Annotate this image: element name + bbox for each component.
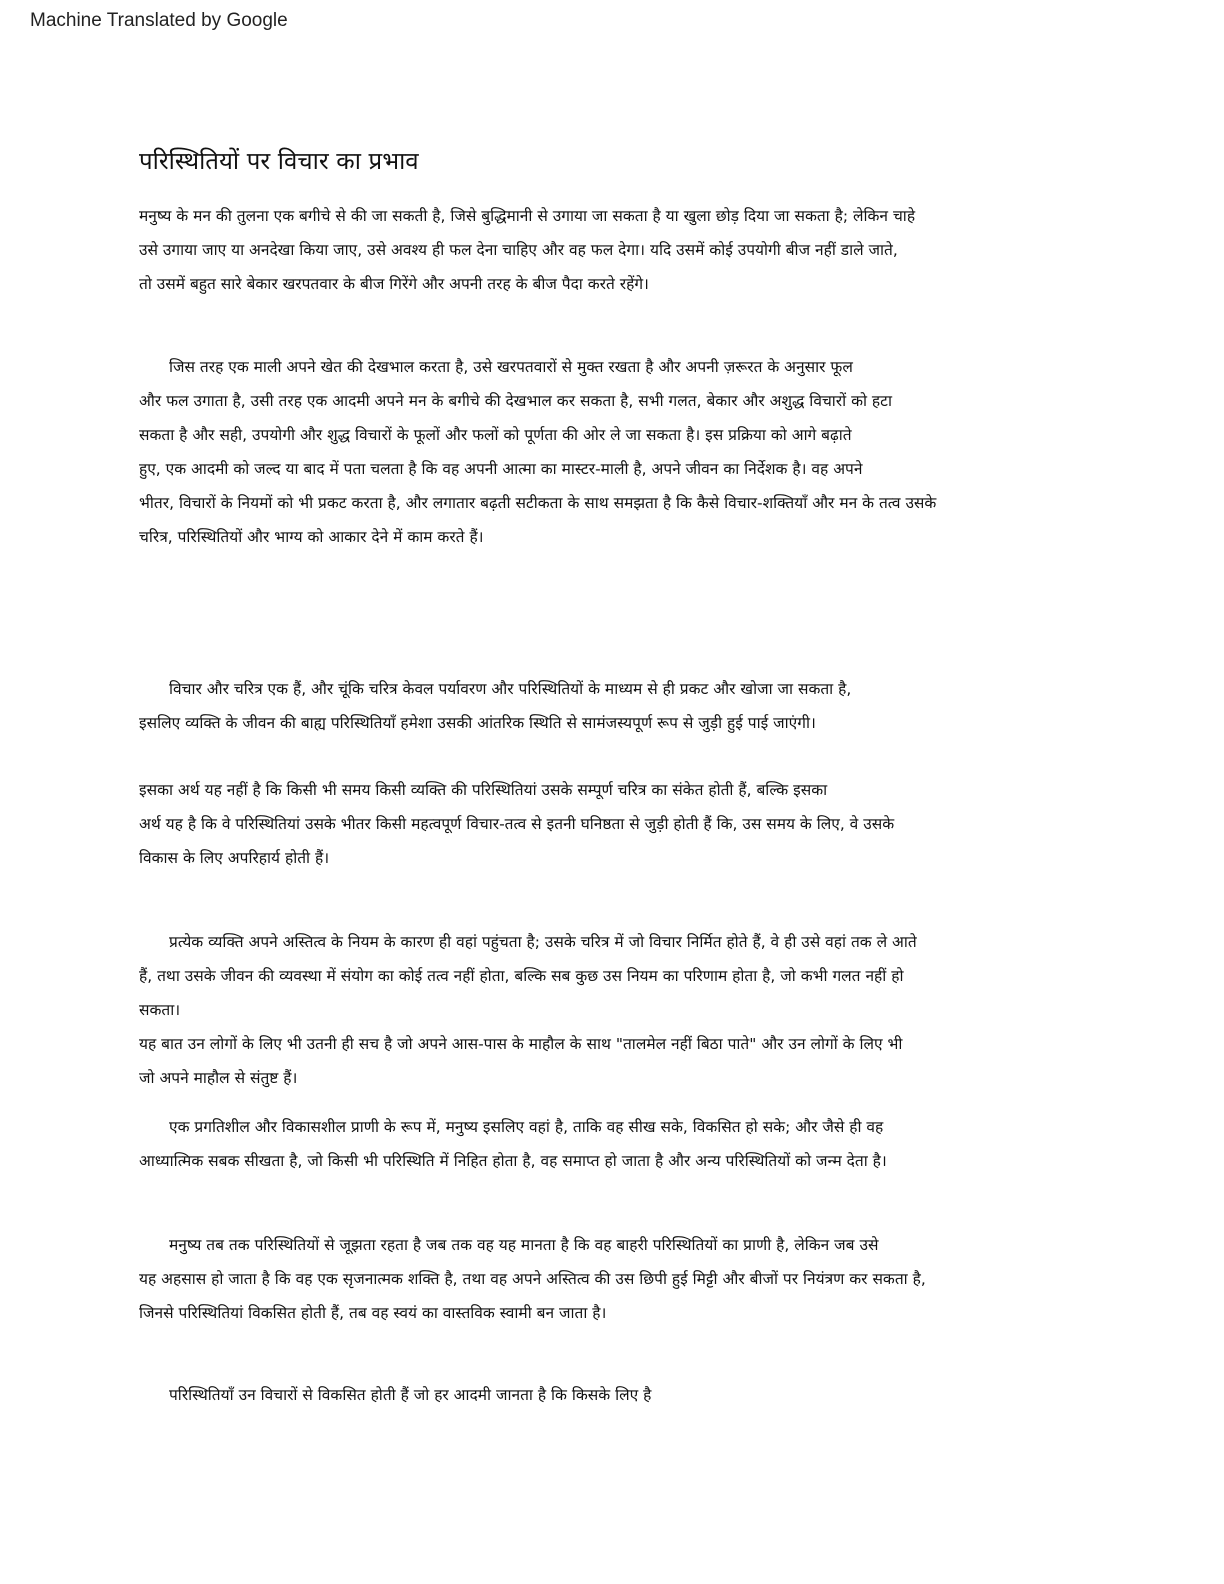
paragraph-line: परिस्थितियाँ उन विचारों से विकसित होती हैं जो हर आदमी जानता है कि किसके लिए है	[169, 1386, 652, 1404]
paragraph-mind-garden	[139, 199, 915, 301]
paragraph-line: इसलिए व्यक्ति के जीवन की बाह्य परिस्थितियाँ हमेशा उसकी आंतरिक स्थिति से सामंजस्यपूर्ण रूप से जुड़ी हुई पाई जाएंगी।	[139, 714, 816, 732]
paragraph-line: एक प्रगतिशील और विकासशील प्राणी के रूप में, मनुष्य इसलिए वहां है, ताकि वह सीख सके, विकसित हो सके; और जैसे ही वह	[169, 1118, 884, 1136]
paragraph-line: इसका अर्थ यह नहीं है कि किसी भी समय किसी व्यक्ति की परिस्थितियां उसके सम्पूर्ण चरित्र का संकेत होती हैं, बल्कि इसका	[139, 781, 828, 799]
paragraph-line: मनुष्य तब तक परिस्थितियों से जूझता रहता है जब तक वह यह मानता है कि वह बाहरी परिस्थितियों का प्राणी है, लेकिन जब उसे	[169, 1236, 879, 1254]
paragraph-creative-power	[139, 1228, 926, 1330]
paragraph-law-of-being	[139, 925, 917, 1095]
paragraph-line: भीतर, विचारों के नियमों को भी प्रकट करता है, और लगातार बढ़ती सटीकता के साथ समझता है कि कैसे विचार-शक्तियाँ और मन के तत्व उसके	[139, 494, 937, 512]
paragraph-circumstances-meaning	[139, 773, 894, 875]
paragraph-gardener	[139, 350, 936, 554]
paragraph-line: अर्थ यह है कि वे परिस्थितियां उसके भीतर किसी महत्वपूर्ण विचार-तत्व से इतनी घनिष्ठता से जुड़ी होती हैं कि, उस समय के लिए, वे उसके	[139, 815, 895, 833]
paragraph-progressive-being	[139, 1110, 887, 1178]
paragraph-line: यह बात उन लोगों के लिए भी उतनी ही सच है जो अपने आस-पास के माहौल के साथ "तालमेल नहीं बिठा पाते" और उन लोगों के लिए भी	[139, 1035, 903, 1053]
paragraph-line: सकता है और सही, उपयोगी और शुद्ध विचारों के फूलों और फलों को पूर्णता की ओर ले जा सकता है। इस प्रक्रिया को आगे बढ़ाते	[139, 426, 852, 444]
paragraph-line: आध्यात्मिक सबक सीखता है, जो किसी भी परिस्थिति में निहित होता है, वह समाप्त हो जाता है और अन्य परिस्थितियों को जन्म देता है।	[139, 1152, 887, 1170]
paragraph-line: सकता।	[139, 1001, 181, 1019]
paragraph-line: मनुष्य के मन की तुलना एक बगीचे से की जा सकती है, जिसे बुद्धिमानी से उगाया जा सकता है या खुला छोड़ दिया जा सकता है; लेकिन चाहे	[139, 207, 916, 225]
paragraph-line: चरित्र, परिस्थितियों और भाग्य को आकार देने में काम करते हैं।	[139, 528, 484, 546]
paragraph-line: उसे उगाया जाए या अनदेखा किया जाए, उसे अवश्य ही फल देना चाहिए और वह फल देगा। यदि उसमें कोई उपयोगी बीज नहीं डाले जाते,	[139, 241, 898, 259]
paragraph-line: यह अहसास हो जाता है कि वह एक सृजनात्मक शक्ति है, तथा वह अपने अस्तित्व की उस छिपी हुई मिट्टी और बीजों पर नियंत्रण कर सकता है,	[139, 1270, 926, 1288]
paragraph-line: हैं, तथा उसके जीवन की व्यवस्था में संयोग का कोई तत्व नहीं होता, बल्कि सब कुछ उस नियम का परिणाम होता है, जो कभी गलत नहीं हो	[139, 967, 904, 985]
paragraph-line: जो अपने माहौल से संतुष्ट हैं।	[139, 1069, 298, 1087]
paragraph-line: हुए, एक आदमी को जल्द या बाद में पता चलता है कि वह अपनी आत्मा का मास्टर-माली है, अपने जीवन का निर्देशक है। वह अपने	[139, 460, 863, 478]
paragraph-line: तो उसमें बहुत सारे बेकार खरपतवार के बीज गिरेंगे और अपनी तरह के बीज पैदा करते रहेंगे।	[139, 275, 649, 293]
machine-translation-watermark: Machine Translated by Google	[30, 10, 288, 31]
paragraph-line: विकास के लिए अपरिहार्य होती हैं।	[139, 849, 330, 867]
paragraph-line: और फल उगाता है, उसी तरह एक आदमी अपने मन के बगीचे की देखभाल कर सकता है, सभी गलत, बेकार और अशुद्ध विचारों को हटा	[139, 392, 892, 410]
paragraph-line: जिस तरह एक माली अपने खेत की देखभाल करता है, उसे खरपतवारों से मुक्त रखता है और अपनी ज़रूरत के अनुसार फूल	[169, 358, 853, 376]
paragraph-thought-character	[139, 672, 851, 740]
paragraph-line: विचार और चरित्र एक हैं, और चूंकि चरित्र केवल पर्यावरण और परिस्थितियों के माध्यम से ही प्रकट और खोजा जा सकता है,	[169, 680, 852, 698]
document-title: परिस्थितियों पर विचार का प्रभाव	[139, 147, 419, 175]
paragraph-line: जिनसे परिस्थितियां विकसित होती हैं, तब वह स्वयं का वास्तविक स्वामी बन जाता है।	[139, 1304, 607, 1322]
paragraph-circumstances-grow	[139, 1378, 651, 1412]
paragraph-line: प्रत्येक व्यक्ति अपने अस्तित्व के नियम के कारण ही वहां पहुंचता है; उसके चरित्र में जो विचार निर्मित होते हैं, वे ही उसे वहां तक ले आते	[169, 933, 917, 951]
